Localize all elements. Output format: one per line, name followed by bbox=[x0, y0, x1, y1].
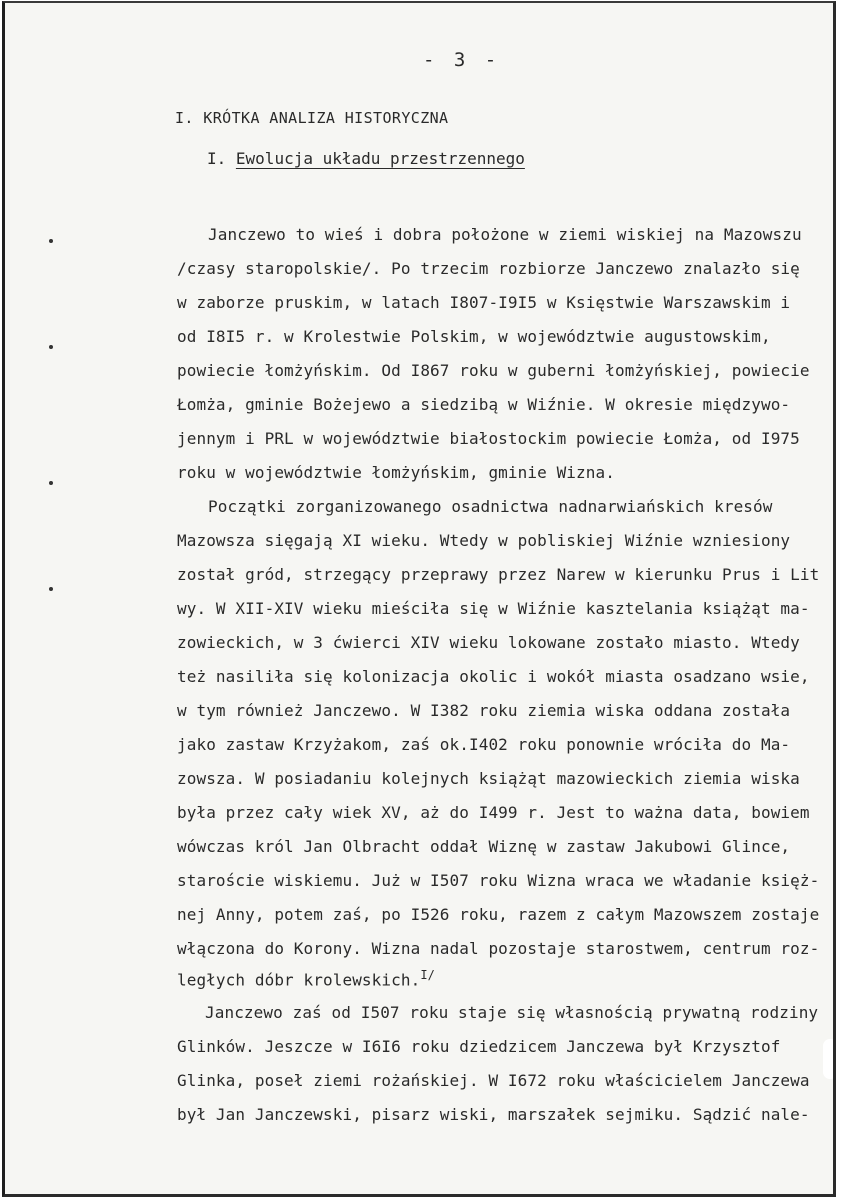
document-page bbox=[2, 1, 836, 1197]
text-line: zowsza. W posiadaniu kolejnych książąt mazowieckich ziemia wiska bbox=[177, 769, 800, 788]
text-line: w tym również Janczewo. W I382 roku ziemia wiska oddana została bbox=[177, 701, 791, 720]
margin-speck bbox=[49, 345, 53, 349]
white-mark bbox=[823, 1039, 836, 1079]
text-line: /czasy staropolskie/. Po trzecim rozbiorze Janczewo znalazło się bbox=[177, 259, 800, 278]
margin-speck bbox=[49, 587, 53, 591]
sub-heading bbox=[207, 149, 525, 168]
text-line: Łomża, gminie Bożejewo a siedzibą w Wiźnie. W okresie międzywo- bbox=[177, 395, 791, 414]
text-line: był Jan Janczewski, pisarz wiski, marszałek sejmiku. Sądzić nale- bbox=[177, 1105, 810, 1124]
text-line: Janczewo zaś od I507 roku staje się własnością prywatną rodziny bbox=[205, 1003, 819, 1022]
text-line: został gród, strzegący przeprawy przez Narew w kierunku Prus i Lit bbox=[177, 565, 820, 584]
text-line: w zaborze pruskim, w latach I807-I9I5 w Księstwie Warszawskim i bbox=[177, 293, 791, 312]
page-number: - 3 - bbox=[423, 49, 501, 71]
text-line: włączona do Korony. Wizna nadal pozostaje starostwem, centrum roz- bbox=[177, 939, 820, 958]
text-line: wy. W XII-XIV wieku mieściła się w Wiźnie kasztelania książąt ma- bbox=[177, 599, 810, 618]
text-line-with-footnote bbox=[177, 965, 435, 990]
text-line: też nasiliła się kolonizacja okolic i wokół miasta osadzano wsie, bbox=[177, 667, 810, 686]
text-line: roku w województwie łomżyńskim, gminie Wizna. bbox=[177, 463, 615, 482]
sub-heading-title: Ewolucja układu przestrzennego bbox=[235, 149, 525, 168]
text-line: jako zastaw Krzyżakom, zaś ok.I402 roku ponownie wróciła do Ma- bbox=[177, 735, 791, 754]
text-line: Glinka, poseł ziemi rożańskiej. W I672 roku właścicielem Janczewa bbox=[177, 1071, 810, 1090]
text-line: Mazowsza sięgają XI wieku. Wtedy w pobliskiej Wiźnie wzniesiony bbox=[177, 531, 791, 550]
section-heading: I. KRÓTKA ANALIZA HISTORYCZNA bbox=[175, 109, 449, 127]
text-line: zowieckich, w 3 ćwierci XIV wieku lokowane zostało miasto. Wtedy bbox=[177, 633, 800, 652]
footnote-reference: I/ bbox=[420, 968, 435, 982]
margin-speck bbox=[49, 239, 53, 243]
text-line: ległych dóbr krolewskich. bbox=[177, 970, 421, 990]
text-line: jennym i PRL w województwie białostockim powiecie Łomża, od I975 bbox=[177, 429, 800, 448]
text-line: Glinków. Jeszcze w I6I6 roku dziedzicem Janczewa był Krzysztof bbox=[177, 1037, 781, 1056]
text-line: wówczas król Jan Olbracht oddał Wiznę w zastaw Jakubowi Glince, bbox=[177, 837, 791, 856]
sub-heading-number: I. bbox=[207, 149, 227, 168]
text-line: powiecie łomżyńskim. Od I867 roku w guberni łomżyńskiej, powiecie bbox=[177, 361, 810, 380]
margin-speck bbox=[49, 481, 53, 485]
text-line: Początki zorganizowanego osadnictwa nadnarwiańskich kresów bbox=[208, 497, 773, 516]
text-line: nej Anny, potem zaś, po I526 roku, razem z całym Mazowszem zostaje bbox=[177, 905, 820, 924]
text-line: była przez cały wiek XV, aż do I499 r. Jest to ważna data, bowiem bbox=[177, 803, 810, 822]
text-line: Janczewo to wieś i dobra położone w ziemi wiskiej na Mazowszu bbox=[208, 225, 802, 244]
text-line: staroście wiskiemu. Już w I507 roku Wizna wraca we władanie księż- bbox=[177, 871, 820, 890]
text-line: od I8I5 r. w Krolestwie Polskim, w województwie augustowskim, bbox=[177, 327, 771, 346]
